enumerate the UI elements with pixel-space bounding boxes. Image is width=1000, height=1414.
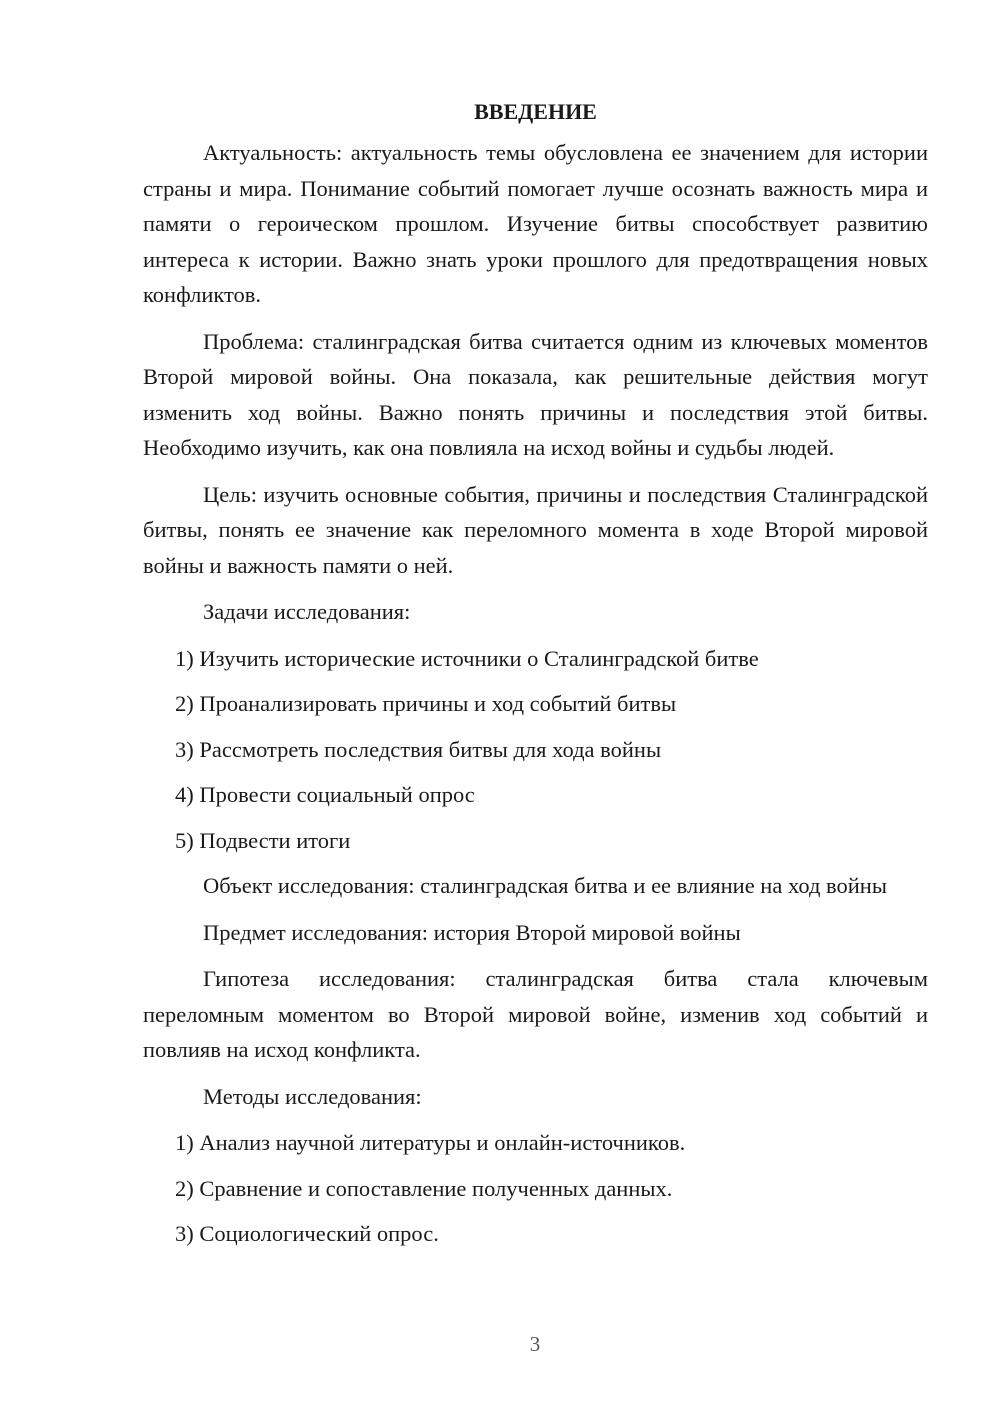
list-item: 3) Социологический опрос.	[175, 1221, 439, 1246]
paragraph-problem: Проблема: сталинградская битва считается одним из ключевых моментов Второй мировой войны. Она показала, как решительные действия могут изменить ход войны. Важно понять причины и последствия этой битвы. Необходимо изучить, как она повлияла на исход войны и судьбы людей.	[143, 328, 928, 460]
page-number: 3	[529, 1332, 541, 1356]
methods-list	[143, 1125, 928, 1252]
list-item: 2) Сравнение и сопоставление полученных данных.	[175, 1175, 673, 1201]
paragraph-object: Объект исследования: сталинградская битва и ее влияние на ход войны	[203, 873, 887, 898]
list-item: 3) Рассмотреть последствия битвы для хода войны	[175, 736, 662, 762]
list-item: 1) Изучить исторические источники о Сталинградской битве	[175, 645, 759, 671]
paragraph-hypothesis: Гипотеза исследования: сталинградская битва стала ключевым переломным моментом во Второй мировой войне, изменив ход событий и повлияв на исход конфликта.	[143, 966, 928, 1062]
paragraph-actuality: Актуальность: актуальность темы обусловлена ее значением для истории страны и мира. Понимание событий помогает лучше осознать важность мира и памяти о героическом прошлом. Изучение битвы способствует развитию интереса к истории. Важно знать уроки прошлого для предотвращения новых конфликтов.	[143, 140, 928, 307]
methods-heading: Методы исследования:	[203, 1083, 422, 1109]
list-item: 2) Проанализировать причины и ход событий битвы	[175, 691, 677, 716]
paragraph-goal: Цель: изучить основные события, причины и последствия Сталинградской битвы, понять ее значение как переломного момента в ходе Второй мировой войны и важность памяти о ней.	[143, 481, 928, 578]
list-item: 4) Провести социальный опрос	[175, 782, 475, 807]
tasks-list	[143, 641, 928, 859]
tasks-heading: Задачи исследования:	[203, 599, 411, 624]
list-item: 1) Анализ научной литературы и онлайн-источников.	[175, 1130, 686, 1155]
page-title: ВВЕДЕНИЕ	[474, 99, 597, 124]
paragraph-subject: Предмет исследования: история Второй мировой войны	[203, 919, 741, 945]
list-item: 5) Подвести итоги	[175, 827, 351, 853]
page-content	[143, 94, 928, 1262]
